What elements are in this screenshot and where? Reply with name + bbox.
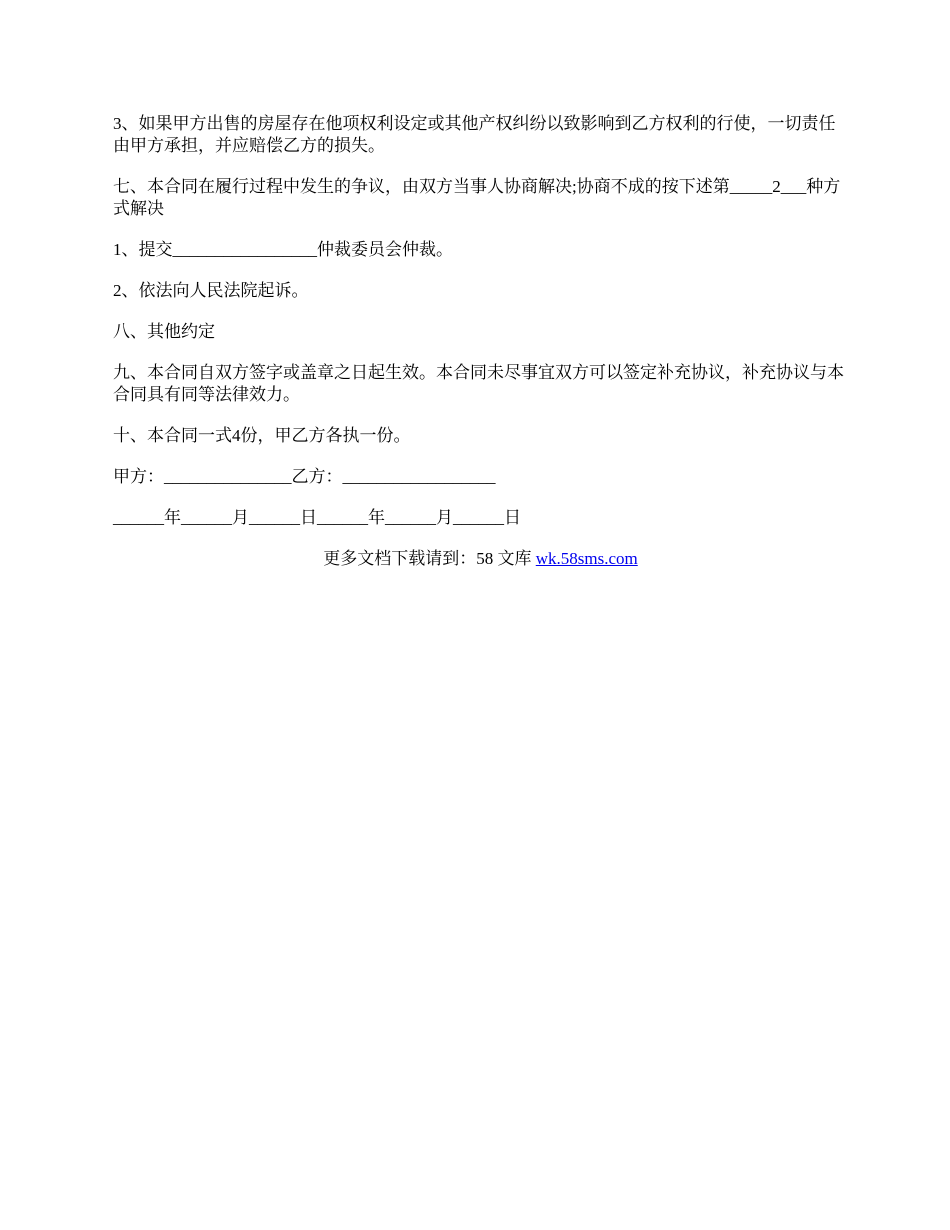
footer-link[interactable]: wk.58sms.com (535, 549, 638, 568)
clause-8-other-terms: 八、其他约定 (113, 322, 215, 341)
option-1-arbitration: 1、提交_________________仲裁委员会仲裁。 (113, 240, 453, 259)
clause-10-copies: 十、本合同一式4份，甲乙方各执一份。 (113, 426, 411, 445)
signature-line: 甲方：_______________乙方：__________________ (113, 467, 496, 486)
option-2-court: 2、依法向人民法院起诉。 (113, 281, 309, 300)
clause-9-effectiveness: 九、本合同自双方签字或盖章之日起生效。本合同未尽事宜双方可以签定补充协议，补充协议与本合同具有同等法律效力。 (113, 363, 844, 404)
clause-7-dispute-resolution: 七、本合同在履行过程中发生的争议，由双方当事人协商解决;协商不成的按下述第_____2___种方式解决 (113, 177, 841, 218)
document-body (113, 113, 848, 570)
date-line: ______年______月______日______年______月______日 (113, 508, 521, 527)
clause-3-liability: 3、如果甲方出售的房屋存在他项权利设定或其他产权纠纷以致影响到乙方权利的行使，一切责任由甲方承担，并应赔偿乙方的损失。 (113, 114, 836, 155)
footer-text: 更多文档下载请到：58 文库 (323, 549, 536, 568)
footer-download-note (113, 548, 848, 570)
